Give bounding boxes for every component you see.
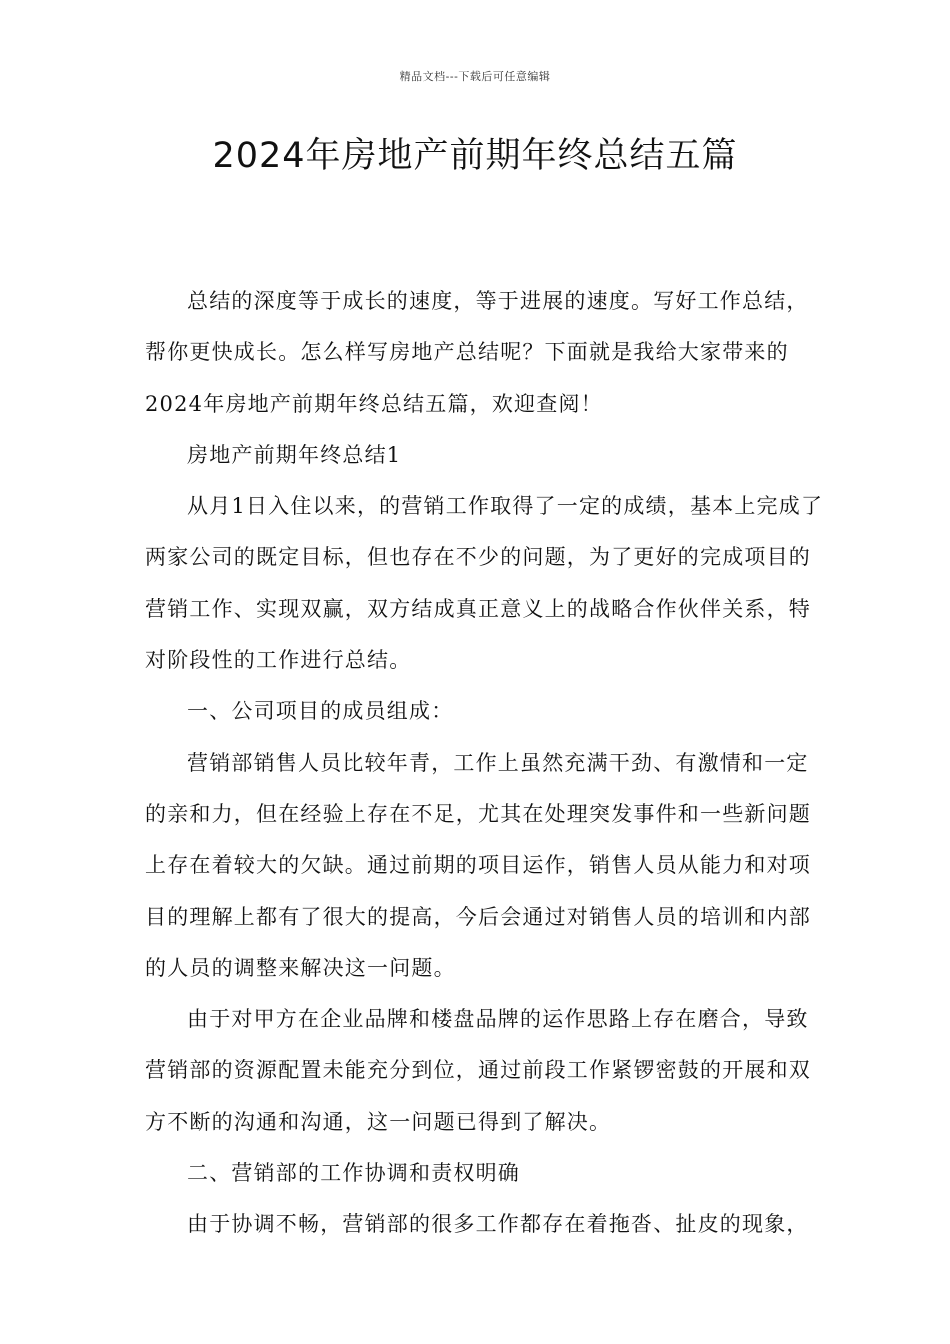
- section-heading-members: 一、公司项目的成员组成：: [187, 699, 454, 724]
- body-paragraph: 从月1日入住以来，的营销工作取得了一定的成绩，基本上完成了两家公司的既定目标，但也存在不少的问题，为了更好的完成项目的营销工作、实现双赢，双方结成真正意义上的战略合作伙伴关系，特对阶段性的工作进行总结。: [145, 494, 824, 673]
- section-heading-coordination: 二、营销部的工作协调和责权明确: [187, 1161, 520, 1186]
- document-body: [145, 276, 825, 1251]
- intro-paragraph: 总结的深度等于成长的速度，等于进展的速度。写好工作总结，帮你更快成长。怎么样写房地产总结呢？下面就是我给大家带来的2024年房地产前期年终总结五篇，欢迎查阅！: [145, 289, 809, 416]
- body-paragraph: 营销部销售人员比较年青，工作上虽然充满干劲、有激情和一定的亲和力，但在经验上存在不足，尤其在处理突发事件和一些新问题上存在着较大的欠缺。通过前期的项目运作，销售人员从能力和对项目的理解上都有了很大的提高，今后会通过对销售人员的培训和内部的人员的调整来解决这一问题。: [145, 750, 811, 980]
- body-paragraph: 由于对甲方在企业品牌和楼盘品牌的运作思路上存在磨合，导致营销部的资源配置未能充分到位，通过前段工作紧锣密鼓的开展和双方不断的沟通和沟通，这一问题已得到了解决。: [145, 1007, 811, 1134]
- document-title: 2024年房地产前期年终总结五篇: [212, 136, 738, 176]
- body-paragraph: 由于协调不畅，营销部的很多工作都存在着拖沓、扯皮的现象，: [187, 1212, 809, 1237]
- section-heading-summary-1: 房地产前期年终总结1: [187, 442, 402, 467]
- header-note: 精品文档---下载后可任意编辑: [399, 70, 551, 83]
